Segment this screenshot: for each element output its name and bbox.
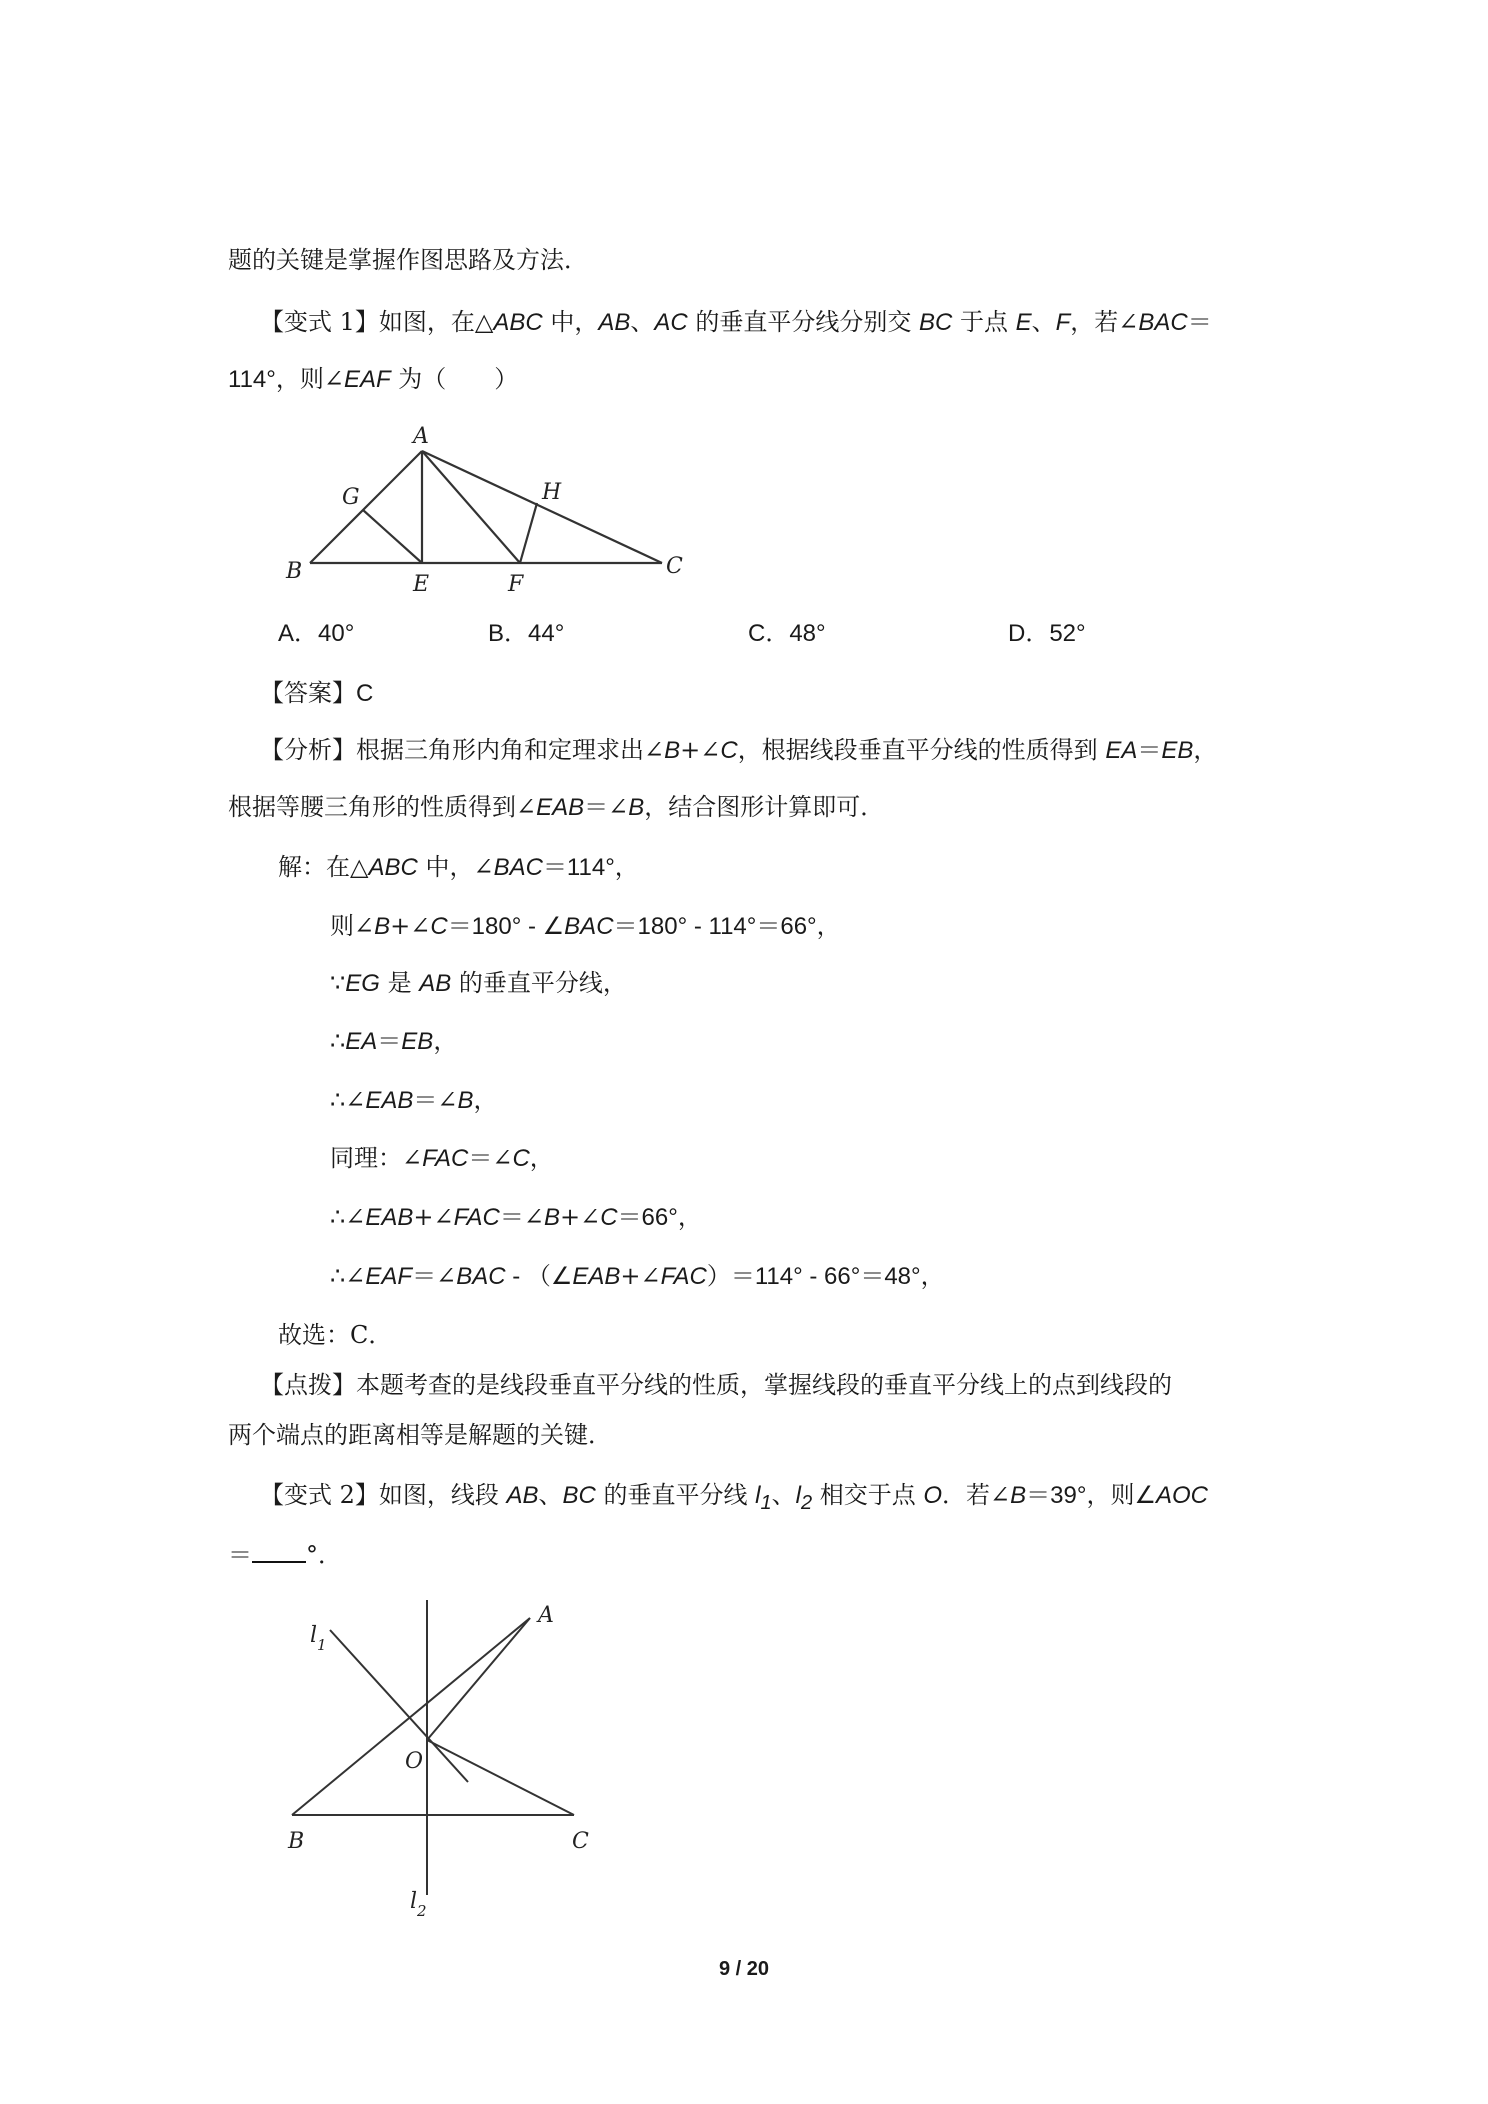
answer-value: C — [356, 680, 374, 707]
math: BAC — [493, 854, 543, 881]
math: BAC — [456, 1263, 506, 1290]
analysis-line-2 — [228, 790, 884, 825]
label-F: F — [508, 572, 524, 595]
solution-line-2 — [330, 909, 841, 944]
text: 中， — [542, 308, 599, 336]
math: EAF — [343, 366, 391, 393]
text: ， — [433, 1027, 458, 1055]
math: C — [600, 1204, 618, 1231]
variant2-question — [260, 1478, 1208, 1520]
solution-line-6 — [330, 1141, 554, 1176]
text: ，根据线段垂直平分线的性质得到 — [737, 736, 1106, 764]
solution-line-5 — [330, 1083, 498, 1118]
variant1-question-cont — [228, 362, 518, 397]
figure-perpendicular-bisectors — [270, 1590, 610, 1930]
variant1-question — [260, 305, 1212, 340]
math: EAB — [365, 1087, 414, 1114]
math: AOC — [1155, 1482, 1208, 1509]
text: ＝66°， — [617, 1204, 702, 1231]
label-l1: $l_1$ — [310, 1623, 327, 1654]
math: B — [664, 737, 681, 764]
text: ＝∠ — [468, 1144, 513, 1172]
option-b[interactable]: B．44° — [488, 620, 565, 647]
text: 114° — [228, 366, 276, 393]
analysis-line-1 — [260, 733, 1217, 768]
math: C — [720, 737, 738, 764]
math: ABC — [493, 309, 543, 336]
text: ∴∠ — [330, 1086, 366, 1114]
text: 【变式 2】如图，线段 — [260, 1481, 507, 1509]
text: ＝∠ — [413, 1086, 458, 1114]
label-A: A — [413, 424, 429, 449]
math: EG — [345, 970, 380, 997]
text: ＝∠ — [499, 1203, 544, 1231]
label-B: B — [286, 559, 303, 584]
math: B — [457, 1087, 474, 1114]
math: B — [543, 1204, 560, 1231]
math: B — [628, 794, 645, 821]
label-B: B — [288, 1829, 305, 1854]
text: 、 — [630, 308, 655, 336]
math: B — [374, 913, 391, 940]
text: ）＝114° ‑ 66°＝48°， — [706, 1263, 945, 1290]
text: +∠ — [620, 1262, 661, 1290]
option-c[interactable]: C．48° — [748, 620, 826, 647]
text: ＝180° ‑ 114°＝66°， — [613, 913, 841, 940]
text: +∠ — [559, 1203, 601, 1231]
text-line: 题的关键是掌握作图思路及方法． — [228, 246, 588, 274]
math: EA — [1105, 737, 1138, 764]
math: EAB — [536, 794, 585, 821]
text: 中，∠ — [417, 853, 494, 881]
text: 解：在△ — [278, 853, 369, 881]
label-G: G — [342, 485, 360, 510]
text: ，则∠ — [275, 365, 344, 393]
text: ＝∠ — [584, 793, 629, 821]
label-C: C — [572, 1829, 589, 1854]
text: 的垂直平分线， — [451, 969, 627, 997]
text: ＝ — [1187, 308, 1212, 336]
solution-line-1 — [278, 850, 639, 885]
text: ∴∠ — [330, 1203, 366, 1231]
solution-line-8 — [330, 1259, 945, 1294]
figure-triangle-abc — [280, 415, 700, 595]
solution-line-3 — [330, 966, 627, 1001]
math: BAC — [1138, 309, 1188, 336]
text: +∠ — [390, 912, 431, 940]
text: 【分析】根据三角形内角和定理求出∠ — [260, 736, 665, 764]
text: 的垂直平分线分别交 — [687, 308, 919, 336]
text: ∴∠ — [330, 1262, 366, 1290]
text: °． — [306, 1541, 342, 1569]
option-a[interactable]: A．40° — [278, 620, 355, 647]
math: AB — [598, 309, 631, 336]
text: ＝180° ‑ ∠ — [447, 913, 565, 940]
math-subscript: 2 — [800, 1491, 813, 1514]
math: EAF — [365, 1263, 413, 1290]
math: EAB — [572, 1263, 621, 1290]
math-subscript: 1 — [760, 1491, 772, 1514]
math: AB — [419, 970, 452, 997]
text: ‑ （∠ — [505, 1263, 573, 1290]
label-E: E — [413, 572, 430, 595]
math: FAC — [660, 1263, 707, 1290]
text: 为（ ） — [390, 365, 519, 393]
text: ．若∠ — [942, 1481, 1011, 1509]
text: ＝114°， — [542, 854, 639, 881]
label-C: C — [666, 554, 683, 579]
answer-blank[interactable] — [252, 1539, 306, 1563]
tip-line-2: 两个端点的距离相等是解题的关键． — [228, 1421, 612, 1449]
math: EAB — [365, 1204, 414, 1231]
math: l — [795, 1482, 801, 1509]
solution-line-4 — [330, 1024, 457, 1059]
text: ＝ — [228, 1541, 252, 1569]
solution-line-7 — [330, 1200, 702, 1235]
label-O: O — [405, 1749, 424, 1774]
math: C — [430, 913, 448, 940]
tip-line-1: 【点拨】本题考查的是线段垂直平分线的性质，掌握线段的垂直平分线上的点到线段的 — [260, 1371, 1172, 1399]
text: 、 — [1031, 308, 1056, 336]
text: ＝ — [1137, 736, 1162, 764]
math: ABC — [368, 854, 418, 881]
label-A: A — [538, 1603, 554, 1628]
math: C — [512, 1145, 530, 1172]
text: ，结合图形计算即可． — [644, 793, 885, 821]
text: ＝39°，则∠ — [1026, 1482, 1156, 1509]
text: ， — [529, 1144, 554, 1172]
math: B — [1010, 1482, 1027, 1509]
text: 则∠ — [330, 912, 375, 940]
math: BC — [918, 309, 953, 336]
math: AB — [506, 1482, 539, 1509]
option-d[interactable]: D．52° — [1008, 620, 1086, 647]
math: FAC — [422, 1145, 469, 1172]
answer-label: 【答案】 — [260, 679, 356, 707]
math: E — [1015, 309, 1032, 336]
text: +∠ — [413, 1203, 454, 1231]
math: l — [755, 1482, 761, 1509]
text: +∠ — [680, 736, 721, 764]
label-l2: $l_2$ — [410, 1889, 427, 1920]
math: EB — [401, 1028, 434, 1055]
text: 的垂直平分线 — [595, 1481, 756, 1509]
answer — [260, 676, 373, 711]
text: ， — [1193, 736, 1218, 764]
math: EB — [1161, 737, 1194, 764]
math: AC — [654, 309, 688, 336]
text: 、 — [538, 1481, 563, 1509]
math: FAC — [453, 1204, 500, 1231]
text: ， — [473, 1086, 498, 1114]
solution-line-9: 故选：C． — [278, 1321, 393, 1349]
text: ，若∠ — [1070, 308, 1139, 336]
math: BC — [562, 1482, 596, 1509]
text: 于点 — [952, 308, 1016, 336]
label-H: H — [542, 480, 562, 505]
math: O — [923, 1482, 943, 1509]
variant2-question-cont — [228, 1538, 342, 1572]
text: 根据等腰三角形的性质得到∠ — [228, 793, 537, 821]
text: ∵ — [330, 969, 346, 997]
text: ∴ — [330, 1027, 346, 1055]
math: EA — [345, 1028, 378, 1055]
text: 【变式 1】如图，在△ — [260, 308, 494, 336]
text: ＝∠ — [412, 1262, 457, 1290]
text: ＝ — [377, 1027, 402, 1055]
text: 同理：∠ — [330, 1144, 423, 1172]
text: 、 — [771, 1481, 796, 1509]
math: F — [1055, 309, 1071, 336]
math: BAC — [564, 913, 614, 940]
text: 是 — [379, 969, 420, 997]
page-number: 9 / 20 — [718, 1958, 770, 1980]
text: 相交于点 — [812, 1481, 924, 1509]
